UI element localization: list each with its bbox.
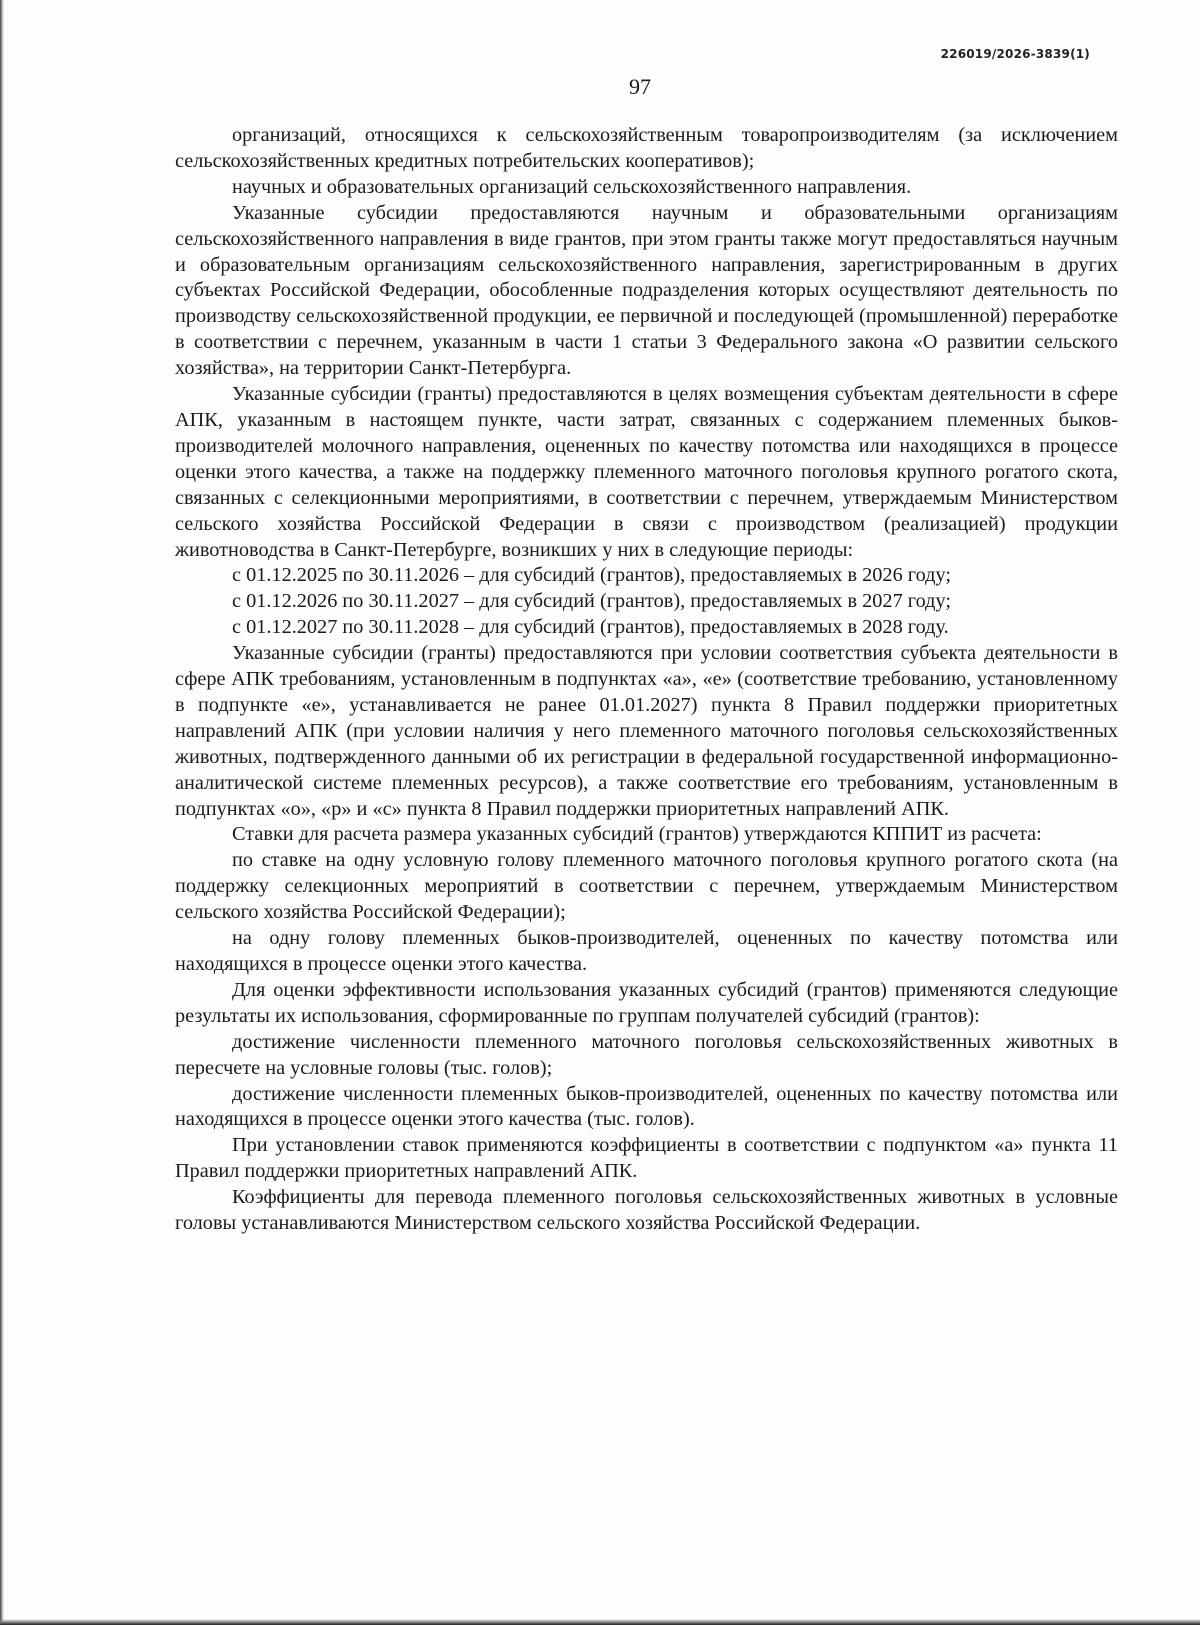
paragraph-evaluation: Для оценки эффективности использования указанных субсидий (грантов) применяются следующие результаты их использования, сформированные по группам получателей субсидий (грантов): xyxy=(175,978,1118,1027)
scan-edge-left xyxy=(0,0,4,1625)
paragraph-scientific-orgs: научных и образовательных организаций сельскохозяйственного направления. xyxy=(232,175,912,198)
paragraph-rates: Ставки для расчета размера указанных субсидий (грантов) утверждаются КППИТ из расчета: xyxy=(232,823,1042,846)
paragraph-conversion: Коэффициенты для перевода племенного поголовья сельскохозяйственных животных в условные головы устанавливаются Министерством сельского хозяйства Российской Федерации. xyxy=(175,1186,1118,1235)
paragraph-conditions: Указанные субсидии (гранты) предоставляются при условии соответствия субъекта деятельности в сфере АПК требованиям, установленным в подпунктах «а», «е» (соответствие требованию, установленному в подпункте «е», устанавливается не ранее 01.01.2027) пункта 8 Правил поддержки приоритетных направлений АПК (при условии наличия у него племенного маточного поголовья сельскохозяйственных животных, подтвержденного данными об их регистрации в федеральной государственной информационно-аналитической системе племенных ресурсов), а также соответствие его требованиям, установленным в подпунктах «о», «р» и «с» пункта 8 Правил поддержки приоритетных направлений АПК. xyxy=(175,642,1118,820)
result-bulls-count: достижение численности племенных быков-производителей, оцененных по качеству потомства или находящихся в процессе оценки этого качества (тыс. голов). xyxy=(175,1082,1118,1131)
period-2028: с 01.12.2027 по 30.11.2028 – для субсидий (грантов), предоставляемых в 2028 году. xyxy=(232,616,949,639)
result-livestock-count: достижение численности племенного маточного поголовья сельскохозяйственных животных в пересчете на условные головы (тыс. голов); xyxy=(175,1030,1118,1079)
document-id: 226019/2026-3839(1) xyxy=(940,47,1090,61)
paragraph-rate-cattle: по ставке на одну условную голову племенного маточного поголовья крупного рогатого скота (на поддержку селекционных мероприятий в соответствии с перечнем, утверждаемым Министерством сельского хозяйства Российской Федерации); xyxy=(175,849,1118,924)
period-2027: с 01.12.2026 по 30.11.2027 – для субсидий (грантов), предоставляемых в 2027 году; xyxy=(232,590,951,613)
paragraph-coefficients: При установлении ставок применяются коэффициенты в соответствии с подпунктом «а» пункта 11 Правил поддержки приоритетных направлений АПК. xyxy=(175,1134,1118,1183)
paragraph-grants-provision: Указанные субсидии предоставляются научным и образовательными организациям сельскохозяйственного направления в виде грантов, при этом гранты также могут предоставляться научным и образовательным организациям сельскохозяйственного направления, зарегистрированным в других субъектах Российской Федерации, обособленные подразделения которых осуществляют деятельность по производству сельскохозяйственной продукции, ее первичной и последующей (промышленной) переработке в соответствии с перечнем, указанным в части 1 статьи 3 Федерального закона «О развитии сельского хозяйства», на территории Санкт-Петербурга. xyxy=(175,201,1118,380)
document-body xyxy=(175,123,1118,1237)
paragraph-rate-bulls: на одну голову племенных быков-производителей, оцененных по качеству потомства или находящихся в процессе оценки этого качества. xyxy=(175,927,1118,975)
page-number: 97 xyxy=(629,74,651,99)
period-2026: с 01.12.2025 по 30.11.2026 – для субсидий (грантов), предоставляемых в 2026 году; xyxy=(232,564,951,587)
paragraph-organizations: организаций, относящихся к сельскохозяйственным товаропроизводителям (за исключением сельскохозяйственных кредитных потребительских кооперативов); xyxy=(175,124,1118,172)
paragraph-grants-purpose: Указанные субсидии (гранты) предоставляются в целях возмещения субъектам деятельности в сфере АПК, указанным в настоящем пункте, части затрат, связанных с содержанием племенных быков-производителей молочного направления, оцененных по качеству потомства или находящихся в процессе оценки этого качества, а также на поддержку племенного маточного поголовья крупного рогатого скота, связанных с селекционными мероприятиями, в соответствии с перечнем, утверждаемым Министерством сельского хозяйства Российской Федерации в связи с производством (реализацией) продукции животноводства в Санкт-Петербурге, возникших у них в следующие периоды: xyxy=(175,383,1118,561)
scan-edge-bottom xyxy=(0,1619,1200,1625)
